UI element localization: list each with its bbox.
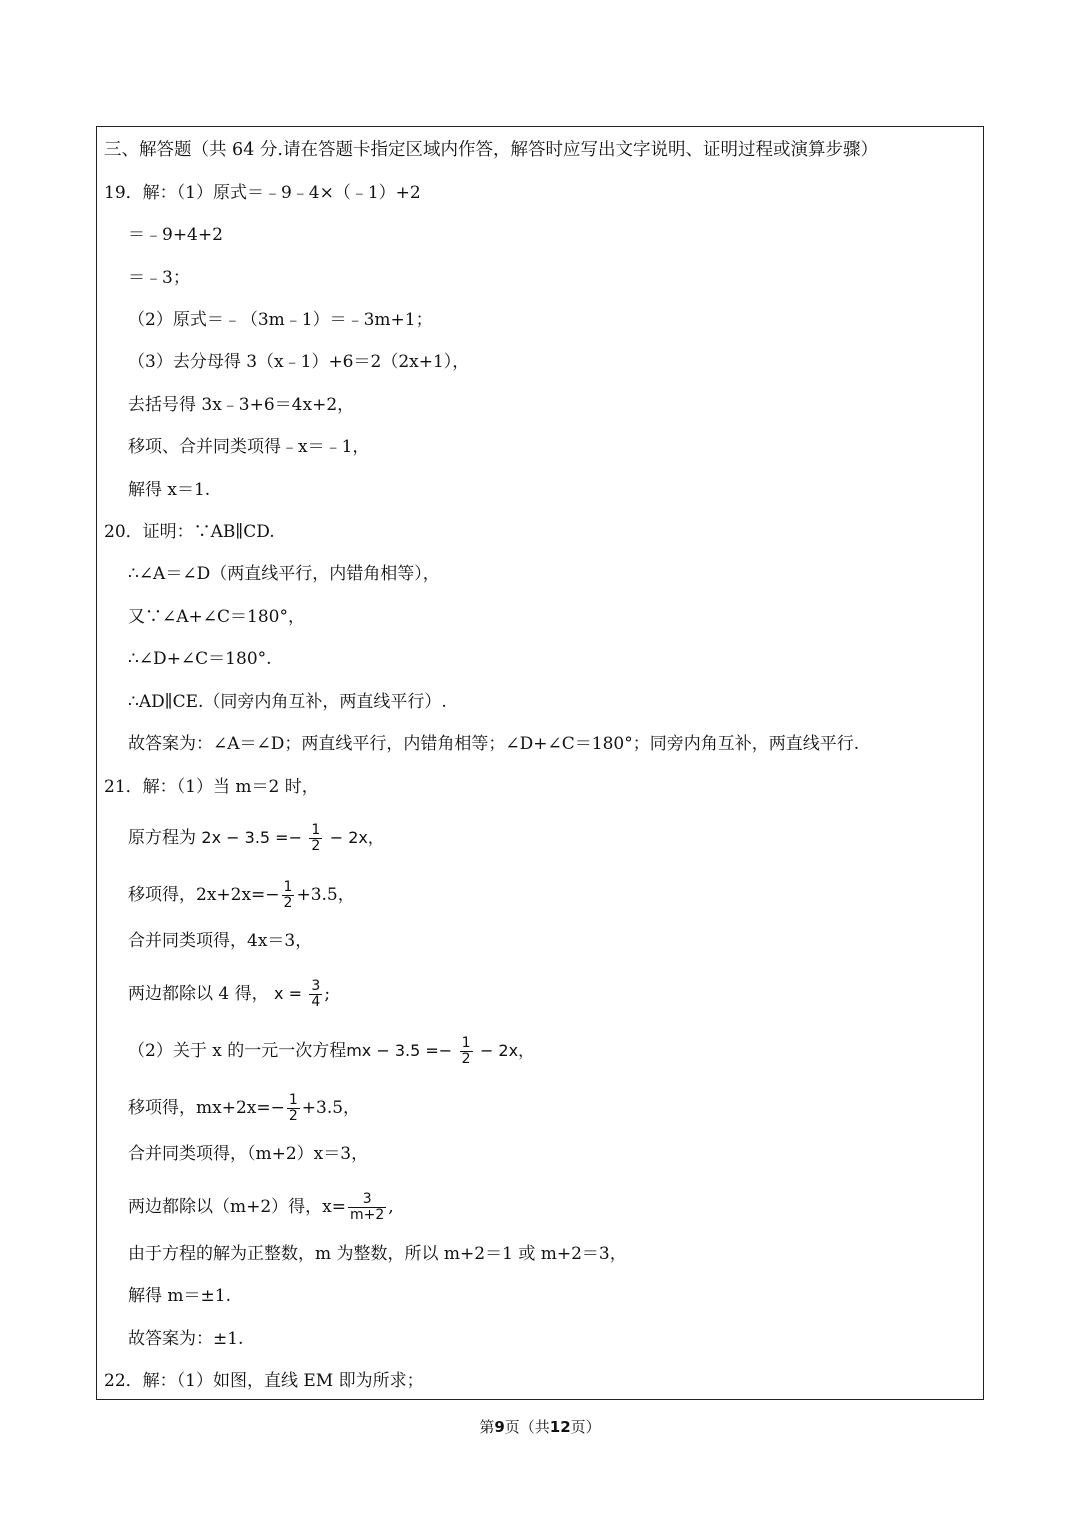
q21-line-9-suffix: , — [388, 1197, 394, 1217]
q21-line-3-prefix: 移项得，2x+2x=− — [128, 885, 280, 905]
q19-line-8: 解得 x＝1. — [128, 480, 211, 500]
q20-line-1: 20．证明：∵AB∥CD. — [104, 522, 275, 542]
fraction-denominator: 2 — [288, 1108, 298, 1124]
q19-line-4: （2）原式＝﹣（3m﹣1）＝﹣3m+1； — [128, 310, 433, 330]
q19-line-1: 19．解：（1）原式＝﹣9﹣4×（﹣1）+2 — [104, 183, 421, 203]
q21-line-5-math: x = — [274, 984, 302, 1003]
footer-mid: 页（共 — [504, 1418, 550, 1436]
q21-line-7-suffix: +3.5， — [301, 1098, 361, 1118]
q21-line-4: 合并同类项得，4x＝3， — [128, 931, 313, 951]
q21-line-10: 由于方程的解为正整数，m 为整数，所以 m+2＝1 或 m+2＝3， — [128, 1244, 627, 1264]
fraction-denominator: m+2 — [350, 1207, 385, 1223]
q19-line-3: ＝﹣3； — [128, 268, 190, 288]
q20-line-4: ∴∠D+∠C＝180°. — [128, 649, 272, 669]
fraction-numerator: 1 — [461, 1035, 471, 1051]
q21-line-2-math-a: 2x − 3.5 =− — [201, 828, 302, 847]
fraction — [287, 1093, 300, 1124]
footer-page-number: 9 — [494, 1418, 505, 1436]
q21-line-2-math-b: − 2x， — [329, 828, 384, 847]
q19-line-5: （3）去分母得 3（x﹣1）+6＝2（2x+1）， — [128, 352, 470, 372]
q20-line-6: 故答案为：∠A＝∠D；两直线平行，内错角相等；∠D+∠C＝180°；同旁内角互补，两直线平行. — [128, 734, 860, 754]
page-footer — [0, 1416, 1080, 1437]
q21-line-9-prefix: 两边都除以（m+2）得，x= — [128, 1197, 347, 1217]
fraction-denominator: 2 — [311, 838, 321, 854]
fraction-denominator: 4 — [311, 994, 321, 1010]
q21-line-3-suffix: +3.5， — [296, 885, 355, 905]
q21-line-2-prefix: 原方程为 — [128, 828, 196, 848]
q21-line-8: 合并同类项得，（m+2）x＝3， — [128, 1144, 369, 1164]
fraction-numerator: 1 — [288, 1092, 298, 1108]
q20-line-2: ∴∠A＝∠D（两直线平行，内错角相等）， — [128, 564, 440, 584]
q20-line-5: ∴AD∥CE.（同旁内角互补，两直线平行）. — [128, 692, 447, 712]
q19-line-7: 移项、合并同类项得﹣x＝﹣1， — [128, 437, 370, 457]
q21-line-9 — [128, 1192, 394, 1223]
section-heading: 三、解答题（共 64 分.请在答题卡指定区域内作答，解答时应写出文字说明、证明过程或演算步骤） — [104, 140, 878, 160]
q21-line-6-prefix: （2）关于 x 的一元一次方程 — [128, 1041, 347, 1061]
q21-line-12: 故答案为：±1. — [128, 1329, 244, 1349]
q21-line-11: 解得 m＝±1. — [128, 1286, 231, 1306]
fraction-numerator: 3 — [362, 1191, 372, 1207]
footer-prefix: 第 — [479, 1418, 495, 1436]
q21-line-5 — [128, 979, 330, 1010]
q19-line-6: 去括号得 3x﹣3+6＝4x+2， — [128, 395, 355, 415]
fraction-numerator: 1 — [311, 822, 321, 838]
fraction-denominator: 2 — [461, 1051, 471, 1067]
q22-line-1: 22．解：（1）如图，直线 EM 即为所求； — [104, 1371, 424, 1391]
fraction-numerator: 3 — [311, 978, 321, 994]
q21-line-3 — [128, 880, 355, 911]
footer-total-pages: 12 — [549, 1418, 571, 1436]
fraction — [348, 1192, 386, 1223]
fraction — [460, 1036, 473, 1067]
fraction-denominator: 2 — [283, 895, 293, 911]
q21-line-1: 21．解：（1）当 m＝2 时， — [104, 777, 319, 797]
q21-line-6 — [128, 1036, 534, 1067]
q21-line-2 — [128, 823, 384, 854]
fraction-numerator: 1 — [283, 879, 293, 895]
q21-line-5-prefix: 两边都除以 4 得， — [128, 984, 269, 1004]
q21-line-7-prefix: 移项得，mx+2x=− — [128, 1098, 285, 1118]
fraction — [309, 823, 322, 854]
q21-line-6-math-b: − 2x， — [479, 1041, 535, 1060]
q21-line-5-suffix: ; — [324, 984, 331, 1004]
q21-line-7 — [128, 1093, 360, 1124]
fraction — [282, 880, 295, 911]
fraction — [309, 979, 322, 1010]
q20-line-3: 又∵∠A+∠C＝180°， — [128, 607, 305, 627]
q19-line-2: ＝﹣9+4+2 — [128, 225, 223, 245]
footer-suffix: 页） — [570, 1418, 601, 1436]
q21-line-6-math-a: mx − 3.5 =− — [346, 1041, 453, 1060]
